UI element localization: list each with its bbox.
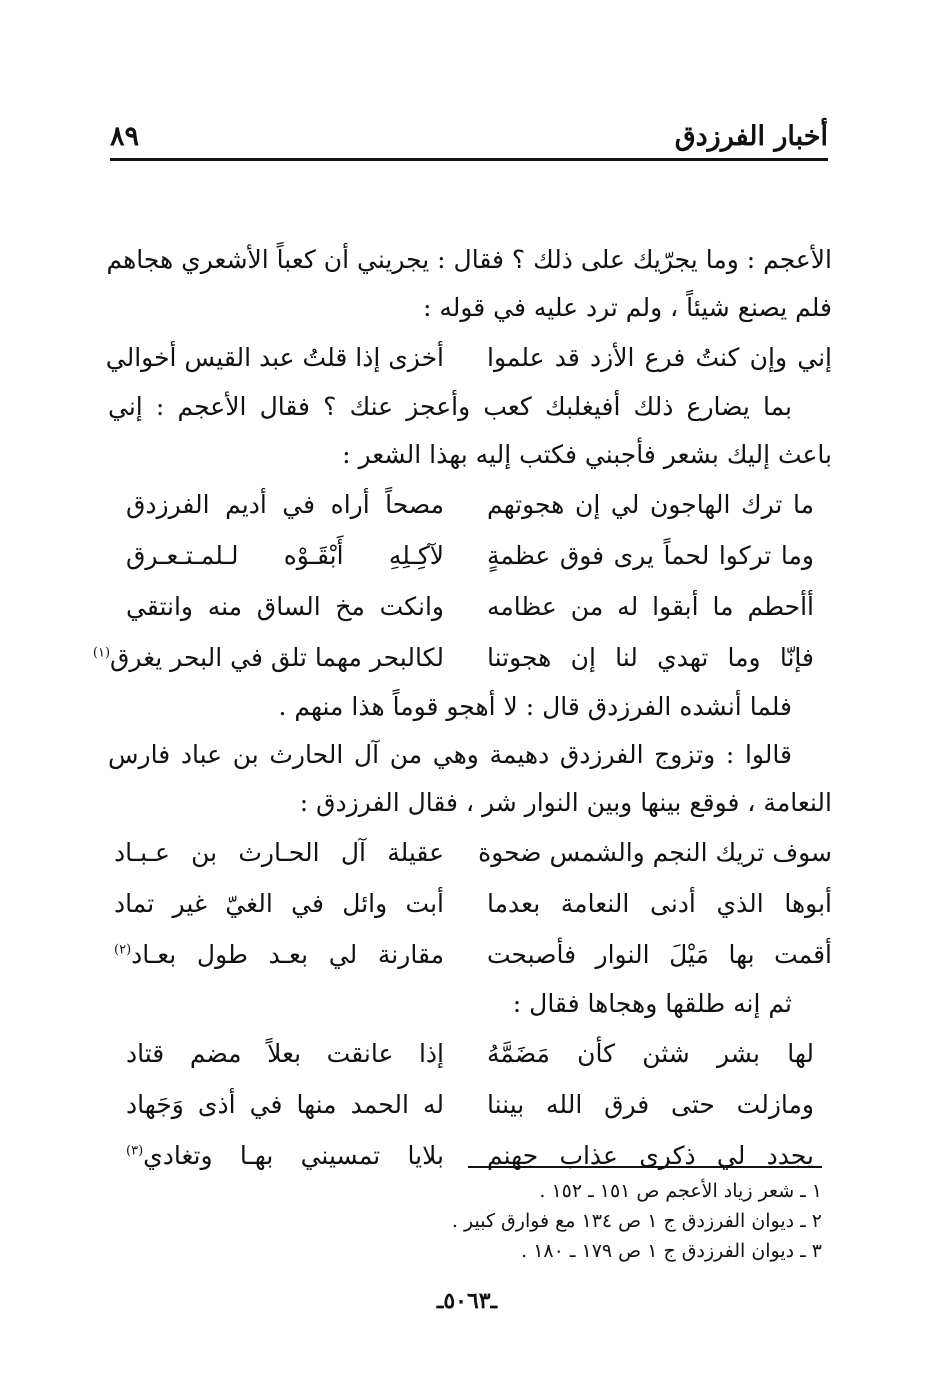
- verse-second-hemistich: [114, 1130, 444, 1181]
- verse-first-hemistich: أبوها الذي أدنى النعامة بعدما: [487, 889, 832, 918]
- verse-second-hemistich: أخزى إذا قلتُ عبد القيس أخوالي: [105, 343, 444, 372]
- verse-line: [108, 581, 832, 632]
- verse-first-hemistich: أقمت بها مَيْلَ النوار فأصبحت: [487, 940, 832, 969]
- text-line: بما يضارع ذلك أفيغلبك كعب وأعجز عنك ؟ فقال الأعجم : إني: [108, 392, 792, 421]
- text-line: قالوا : وتزوج الفرزدق دهيمة وهي من آل الحارث بن عباد فارس: [108, 740, 792, 769]
- verse-second-hemistich: وانكت مخ الساق منه وانتقي: [126, 592, 444, 621]
- verse-line: [108, 1079, 832, 1130]
- footnote: ١ ـ شعر زياد الأعجم ص ١٥١ ـ ١٥٢ .: [539, 1180, 822, 1202]
- verse-line: [108, 929, 832, 980]
- verse-second-hemistich: [92, 632, 444, 683]
- verse-line: [105, 332, 832, 383]
- running-header: [110, 112, 828, 161]
- verse-first-hemistich: لها بشر شثن كأن مَضَمَّهُ: [487, 1039, 814, 1068]
- hemistich-text: مقارنة لي بعـد طول بعـاد: [131, 940, 444, 969]
- verse-first-hemistich: ومازلت حتى فرق الله بيننا: [487, 1090, 814, 1119]
- verse-second-hemistich: عقيلة آل الحـارث بن عـبـاد: [114, 838, 444, 867]
- verse-line: [92, 632, 832, 683]
- verse-second-hemistich: مصحاً أراه في أديم الفرزدق: [126, 490, 444, 519]
- footnote-marker: (٢): [114, 942, 132, 958]
- text-line: ثم إنه طلقها وهجاها فقال :: [512, 989, 792, 1018]
- verse-second-hemistich: أبت وائل في الغيّ غير تماد: [114, 889, 444, 918]
- verse-line: [108, 1130, 832, 1181]
- verse-first-hemistich: ما ترك الهاجون لي إن هجوتهم: [487, 490, 814, 519]
- verse-second-hemistich: لآكِـلِهِ أَبْقَـوْه لـلمـتـعـرق: [126, 541, 444, 570]
- hemistich-text: لكالبحر مهما تلق في البحر يغرق: [110, 643, 444, 672]
- footnote-separator: [468, 1166, 822, 1168]
- verse-line: [108, 530, 832, 581]
- verse-first-hemistich: فإنّا وما تهدي لنا إن هجوتنا: [487, 643, 814, 672]
- text-line: باعث إليك بشعر فأجبني فكتب إليه بهذا الشعر :: [342, 440, 832, 469]
- footnotes: [322, 1176, 822, 1266]
- verse-line: [108, 878, 832, 929]
- text-line: فلما أنشده الفرزدق قال : لا أهجو قوماً هذا منهم .: [278, 692, 792, 721]
- verse-first-hemistich: سوف تريك النجم والشمس ضحوة: [478, 838, 832, 867]
- footnote-marker: (١): [92, 645, 111, 661]
- running-title: أخبار الفرزدق: [674, 121, 828, 152]
- page-number: ٨٩: [110, 121, 140, 152]
- verse-line: [108, 827, 832, 878]
- text-line: النعامة ، فوقع بينها وبين النوار شر ، فقال الفرزدق :: [299, 788, 832, 817]
- verse-first-hemistich: وما تركوا لحماً يرى فوق عظمةٍ: [487, 541, 814, 570]
- text-line: فلم يصنع شيئاً ، ولم ترد عليه في قوله :: [422, 293, 832, 322]
- verse-second-hemistich: [114, 929, 444, 980]
- verse-first-hemistich: إني وإن كنتُ فرع الأزد قد علموا: [487, 343, 832, 372]
- verse-second-hemistich: إذا عانقت بعلاً مضم قتاد: [126, 1039, 444, 1068]
- verse-line: [108, 1028, 832, 1079]
- verse-second-hemistich: له الحمد منها في أذى وَجَهاد: [126, 1090, 444, 1119]
- footnote-marker: (٣): [126, 1143, 144, 1159]
- footnote: ٢ ـ ديوان الفرزدق ج ١ ص ١٣٤ مع فوارق كبير .: [451, 1210, 822, 1232]
- footnote: ٣ ـ ديوان الفرزدق ج ١ ص ١٧٩ ـ ١٨٠ .: [521, 1240, 822, 1262]
- verse-first-hemistich: أأحطم ما أبقوا له من عظامه: [487, 592, 814, 621]
- hemistich-text: بلايا تمسيني بهـا وتغادي: [143, 1141, 444, 1170]
- main-text: [92, 236, 832, 1181]
- folio-number: ـ٥٠٦٣ـ: [436, 1288, 498, 1314]
- verse-first-hemistich: يجدد لي ذكرى عذاب جهنم: [487, 1141, 814, 1170]
- text-line: الأعجم : وما يجرّيك على ذلك ؟ فقال : يجريني أن كعباً الأشعري هجاهم: [106, 245, 832, 274]
- verse-line: [108, 479, 832, 530]
